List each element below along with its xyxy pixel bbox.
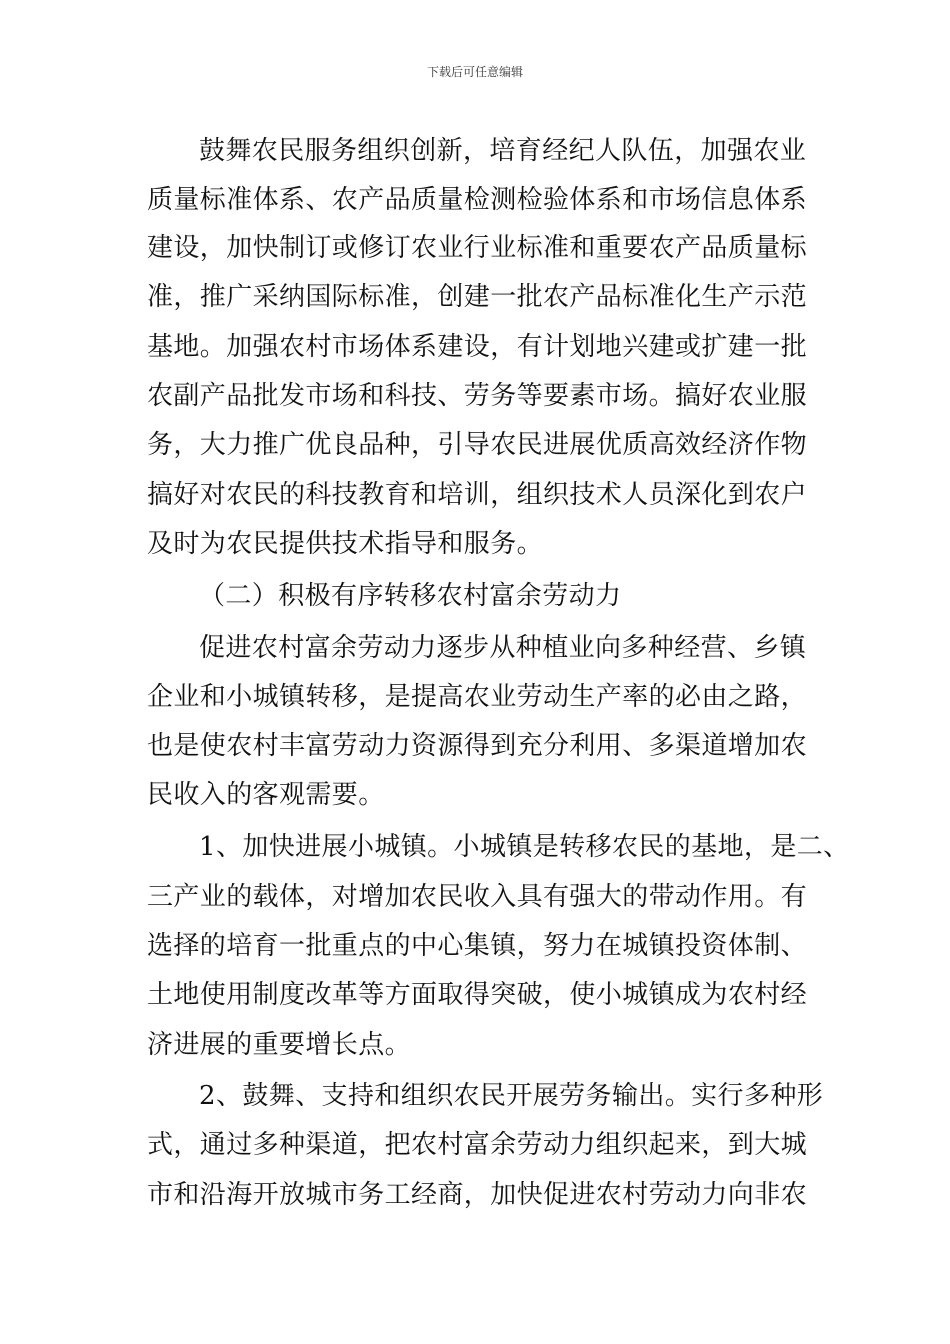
paragraph-line: 2、鼓舞、支持和组织农民开展劳务输出。实行多种形 [199,1081,824,1111]
paragraph-line: 土地使用制度改革等方面取得突破，使小城镇成为农村经 [147,980,808,1010]
paragraph-line: 民收入的客观需要。 [147,780,385,810]
page-header: 下载后可任意编辑 [426,65,523,79]
paragraph-line: 农副产品批发市场和科技、劳务等要素市场。搞好农业服 [147,381,808,411]
paragraph-line: 选择的培育一批重点的中心集镇，努力在城镇投资体制、 [147,931,808,961]
paragraph-line: 建设，加快制订或修订农业行业标准和重要农产品质量标 [147,233,808,263]
paragraph-line: 鼓舞农民服务组织创新，培育经纪人队伍，加强农业 [199,136,807,166]
paragraph-line: 企业和小城镇转移，是提高农业劳动生产率的必由之路， [147,682,808,712]
paragraph-line: 式，通过多种渠道，把农村富余劳动力组织起来，到大城 [147,1130,808,1160]
paragraph-line: 搞好对农民的科技教育和培训，组织技术人员深化到农户 [147,480,808,510]
section-heading: （二）积极有序转移农村富余劳动力 [199,581,622,611]
paragraph-line: 市和沿海开放城市务工经商，加快促进农村劳动力向非农 [147,1180,808,1210]
paragraph-line: 也是使农村丰富劳动力资源得到充分利用、多渠道增加农 [147,731,808,761]
paragraph-line: 准，推广采纳国际标准，创建一批农产品标准化生产示范 [147,282,808,312]
paragraph-line: 质量标准体系、农产品质量检测检验体系和市场信息体系 [147,185,808,215]
paragraph-line: 务，大力推广优良品种，引导农民进展优质高效经济作物 [147,430,808,460]
paragraph-line: 三产业的载体，对增加农民收入具有强大的带动作用。有 [147,882,808,912]
paragraph-line: 1、加快进展小城镇。小城镇是转移农民的基地，是二、 [199,832,850,862]
paragraph-line: 基地。加强农村市场体系建设，有计划地兴建或扩建一批 [147,332,808,362]
paragraph-line: 促进农村富余劳动力逐步从种植业向多种经营、乡镇 [199,633,807,663]
paragraph-line: 济进展的重要增长点。 [147,1030,412,1060]
paragraph-line: 及时为农民提供技术指导和服务。 [147,529,544,559]
